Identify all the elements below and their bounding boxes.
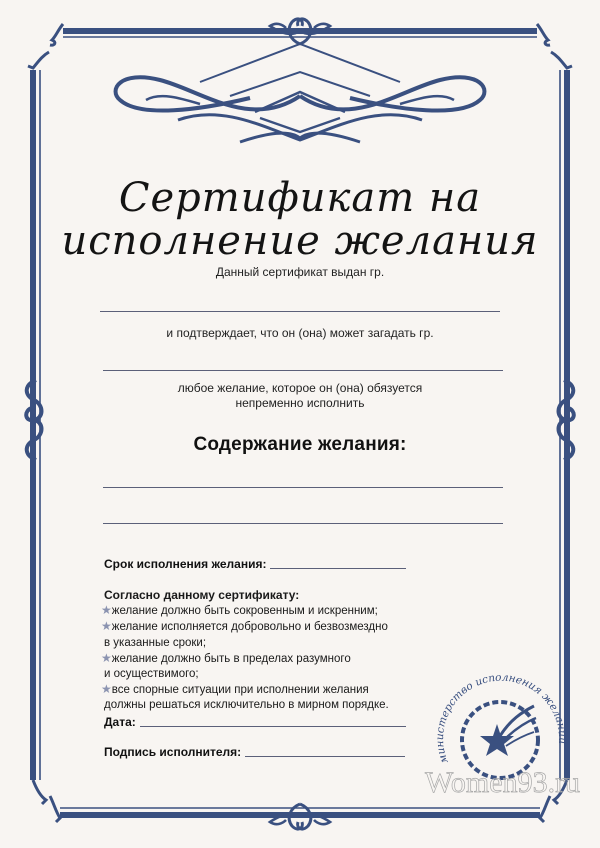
terms-item: ★желание должно быть сокровенным и искренним; [101,603,378,618]
date-field[interactable] [104,715,406,729]
obligation-line2: непременно исполнить [235,396,365,410]
seal-arc-text: министерство исполнения желаний [434,671,569,766]
obligation-line1: любое желание, которое он (она) обязуется [177,381,423,395]
star-bullet-icon: ★ [101,682,112,697]
terms-item: ★желание должно быть в пределах разумного [101,650,351,665]
certificate-title-line1: Сертификат на [118,175,482,221]
terms-heading: Согласно данному сертификату: [104,588,300,602]
date-label: Дата: [104,715,136,729]
terms-item: ★желание исполняется добровольно и безвозмездно [101,619,388,634]
recipient-name-field[interactable] [100,311,500,312]
watermark: Women93.ru [425,766,581,799]
date-input-line[interactable] [140,726,406,727]
terms-item: ★все спорные ситуации при исполнении желания [101,682,369,697]
confirms-label: и подтверждает, что он (она) может загадать гр. [166,326,434,340]
terms-item-continuation: в указанные сроки; [104,636,207,649]
deadline-field[interactable] [104,557,406,571]
star-bullet-icon: ★ [101,619,112,634]
star-bullet-icon: ★ [101,603,112,618]
certificate-title-line2: исполнение желания [61,218,539,264]
deadline-input-line[interactable] [270,568,406,569]
wish-granter-name-field[interactable] [103,370,503,371]
terms-list [101,588,389,714]
signature-label: Подпись исполнителя: [104,745,242,759]
wish-content-heading: Содержание желания: [193,434,407,455]
deadline-label: Срок исполнения желания: [104,557,267,571]
wish-content-line-1[interactable] [103,487,503,488]
issued-to-label: Данный сертификат выдан гр. [215,265,385,279]
terms-item-continuation: должны решаться исключительно в мирном порядке. [104,699,389,712]
signature-input-line[interactable] [245,756,405,757]
signature-field[interactable] [104,745,405,759]
star-bullet-icon: ★ [101,650,112,665]
terms-item-continuation: и осуществимого; [104,668,199,681]
wish-content-line-2[interactable] [103,523,503,524]
